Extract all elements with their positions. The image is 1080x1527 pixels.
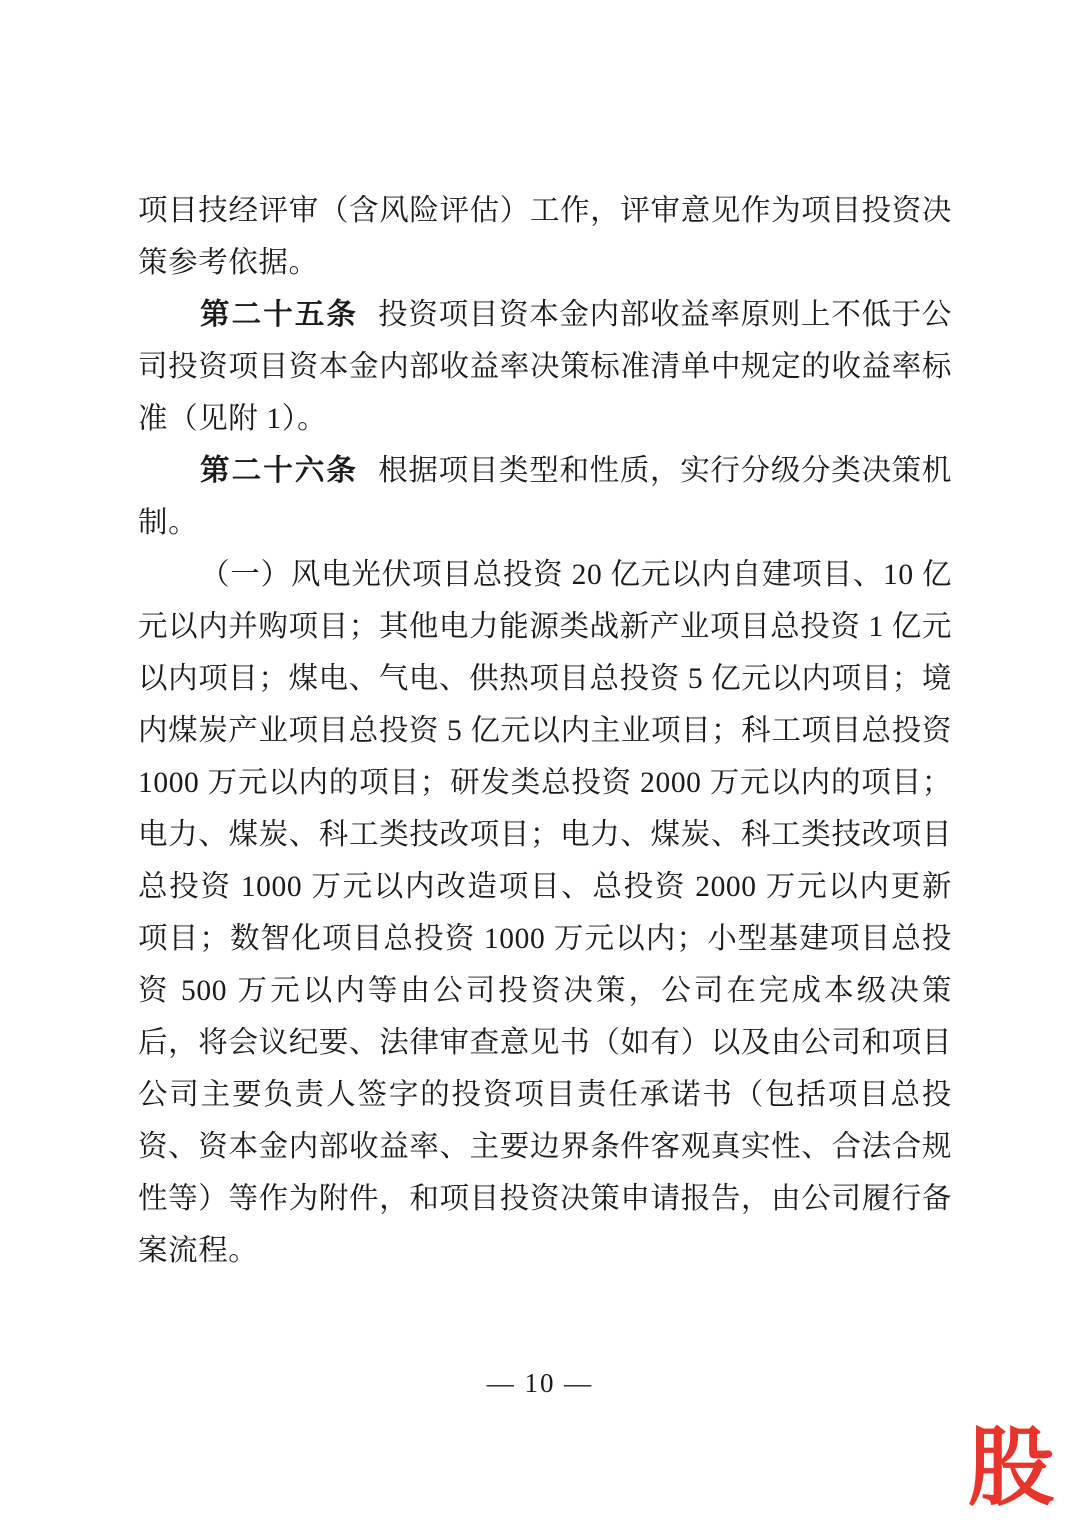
paragraph-article-25 (138, 289, 952, 445)
paragraph-text: 投资项目资本金内部收益率原则上不低于公司投资项目资本金内部收益率决策标准清单中规定的收益率标准（见附 1）。 (138, 299, 952, 435)
article-label: 第二十六条 (200, 455, 359, 487)
paragraph-article-26 (138, 445, 952, 549)
paragraph-text: （一）风电光伏项目总投资 20 亿元以内自建项目、10 亿元以内并购项目；其他电力能源类战新产业项目总投资 1 亿元以内项目；煤电、气电、供热项目总投资 5 亿元以内项目；境内煤炭产业项目总投资 5 亿元以内主业项目；科工项目总投资 1000 万元以内的项目；研发类总投资 2000 万元以内的项目；电力、煤炭、科工类技改项目；电力、煤炭、科工类技改项目总投资 1000 万元以内改造项目、总投资 2000 万元以内更新项目；数智化项目总投资 1000 万元以内；小型基建项目总投资 500 万元以内等由公司投资决策，公司在完成本级决策后，将会议纪要、法律审查意见书（如有）以及由公司和项目公司主要负责人签字的投资项目责任承诺书（包括项目总投资、资本金内部收益率、主要边界条件客观真实性、合法合规性等）等作为附件，和项目投资决策申请报告，由公司履行备案流程。 (138, 559, 952, 1267)
watermark-glyph: 股 (968, 1418, 1052, 1519)
paragraph-text: 根据项目类型和性质，实行分级分类决策机制。 (138, 455, 952, 539)
paragraph-item-one (138, 549, 952, 1277)
watermark-stamp (958, 1418, 1062, 1519)
paragraph-text: 项目技经评审（含风险评估）工作，评审意见作为项目投资决策参考依据。 (138, 195, 952, 279)
article-label: 第二十五条 (200, 299, 359, 331)
paragraph-continuation (138, 185, 952, 289)
document-body (138, 185, 952, 1277)
page-number: — 10 — (486, 1368, 594, 1398)
